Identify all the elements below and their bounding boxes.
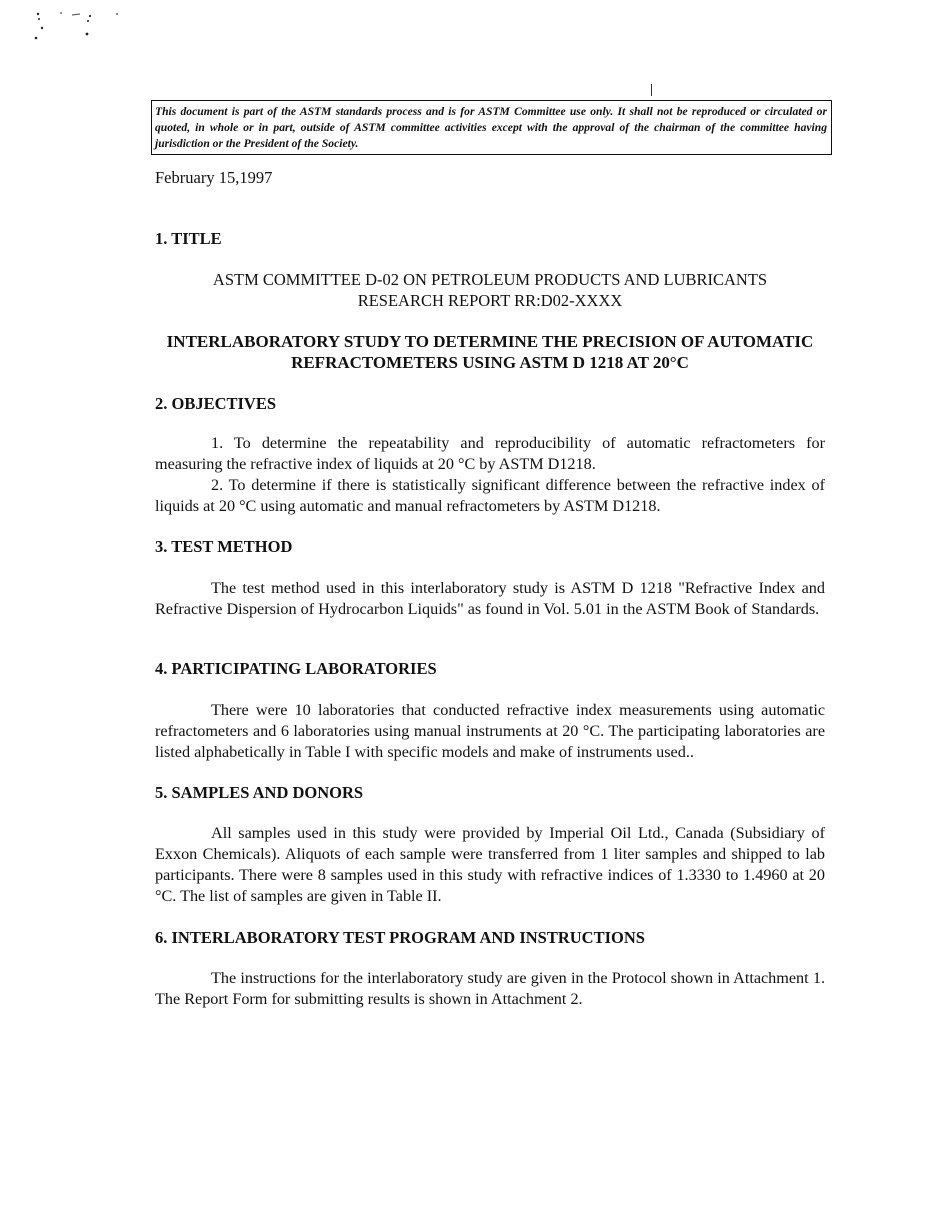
samples-text [155,823,825,907]
objectives-text [155,433,825,517]
study-title-line2: REFRACTOMETERS USING ASTM D 1218 AT 20°C [291,353,689,372]
participating-labs-text [155,700,825,763]
section-heading-test-method: 3. TEST METHOD [155,537,293,556]
participating-labs-paragraph: There were 10 laboratories that conducted refractive index measurements using automatic refractometers and 6 laboratories using manual instruments at 20 °C. The participating laboratories are listed alphabetically in Table I with specific models and make of instruments used.. [155,701,825,761]
study-title-line1: INTERLABORATORY STUDY TO DETERMINE THE PRECISION OF AUTOMATIC [166,332,814,351]
section-heading-title: 1. TITLE [155,229,222,248]
committee-title-line1: ASTM COMMITTEE D-02 ON PETROLEUM PRODUCTS AND LUBRICANTS [212,270,768,289]
test-program-text [155,968,825,1010]
samples-paragraph: All samples used in this study were provided by Imperial Oil Ltd., Canada (Subsidiary of Exxon Chemicals). Aliquots of each sample were transferred from 1 liter samples and shipped to lab participants. There were 8 samples used in this study with refractive indices of 1.3330 to 1.4960 at 20 °C. The list of samples are given in Table II. [155,824,825,905]
committee-title-line2: RESEARCH REPORT RR:D02-XXXX [357,291,623,310]
study-title [155,331,825,373]
test-method-paragraph: The test method used in this interlaboratory study is ASTM D 1218 "Refractive Index and Refractive Dispersion of Hydrocarbon Liquids" as found in Vol. 5.01 in the ASTM Book of Standards. [155,579,825,618]
committee-title [155,269,825,311]
section-heading-test-program: 6. INTERLABORATORY TEST PROGRAM AND INSTRUCTIONS [155,928,645,947]
scan-specks [28,6,138,46]
section-heading-participating-labs: 4. PARTICIPATING LABORATORIES [155,659,437,678]
section-heading-samples: 5. SAMPLES AND DONORS [155,783,364,802]
test-method-text [155,578,825,620]
committee-use-notice: This document is part of the ASTM standards process and is for ASTM Committee use only. It shall not be reproduced or circulated or quoted, in whole or in part, outside of ASTM committee activities except with the approval of the chairman of the committee having jurisdiction or the President of the Society. [151,100,832,155]
section-heading-objectives: 2. OBJECTIVES [155,394,277,413]
objective-item-2: 2. To determine if there is statistically significant difference between the refractive index of liquids at 20 °C using automatic and manual refractometers by ASTM D1218. [155,476,825,515]
test-program-paragraph: The instructions for the interlaboratory study are given in the Protocol shown in Attachment 1. The Report Form for submitting results is shown in Attachment 2. [155,969,825,1008]
scan-mark [651,84,652,96]
objective-item-1: 1. To determine the repeatability and reproducibility of automatic refractometers for measuring the refractive index of liquids at 20 °C by ASTM D1218. [155,434,825,473]
document-date: February 15,1997 [155,168,273,187]
